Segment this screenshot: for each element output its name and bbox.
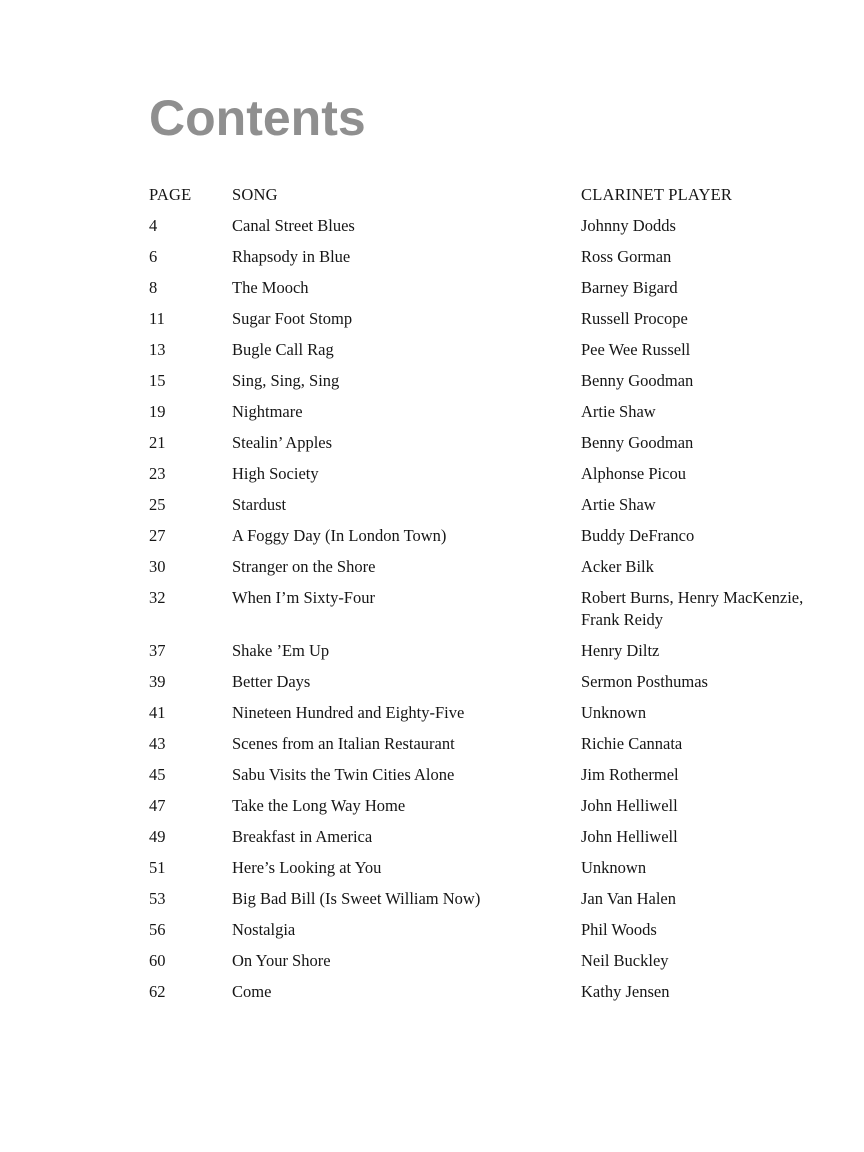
table-row xyxy=(149,432,804,454)
song-title-cell: On Your Shore xyxy=(232,951,331,970)
header-clarinet-player-column: CLARINET PLAYER xyxy=(581,185,733,204)
song-title-cell: Nostalgia xyxy=(232,920,296,939)
song-title-cell: Nineteen Hundred and Eighty-Five xyxy=(232,703,465,722)
table-row xyxy=(149,764,804,786)
player-name-cell: Alphonse Picou xyxy=(581,464,686,483)
song-title-cell: The Mooch xyxy=(232,278,309,297)
player-name-cell: Benny Goodman xyxy=(581,433,694,452)
song-title-cell: Bugle Call Rag xyxy=(232,340,334,359)
player-name-cell: Ross Gorman xyxy=(581,247,672,266)
player-name-cell: Jan Van Halen xyxy=(581,889,677,908)
table-row xyxy=(149,494,804,516)
page-number-cell: 53 xyxy=(149,889,166,908)
table-row xyxy=(149,795,804,817)
table-header-row xyxy=(149,184,804,206)
player-name-cell: John Helliwell xyxy=(581,827,678,846)
song-title-cell: Canal Street Blues xyxy=(232,216,355,235)
player-name-cell: Johnny Dodds xyxy=(581,216,676,235)
table-row xyxy=(149,339,804,361)
page-number-cell: 25 xyxy=(149,495,166,514)
page-number-cell: 49 xyxy=(149,827,166,846)
page-number-cell: 19 xyxy=(149,402,166,421)
player-name-cell: Buddy DeFranco xyxy=(581,526,695,545)
page-number-cell: 32 xyxy=(149,588,166,607)
song-title-cell: Stranger on the Shore xyxy=(232,557,376,576)
player-name-cell: Kathy Jensen xyxy=(581,982,670,1001)
table-row xyxy=(149,950,804,972)
page-number-cell: 60 xyxy=(149,951,166,970)
song-title-cell: Nightmare xyxy=(232,402,303,421)
table-row xyxy=(149,246,804,268)
page-number-cell: 45 xyxy=(149,765,166,784)
table-row xyxy=(149,401,804,423)
table-row xyxy=(149,370,804,392)
song-title-cell: Sing, Sing, Sing xyxy=(232,371,340,390)
header-page-column: PAGE xyxy=(149,185,192,204)
page-number-cell: 11 xyxy=(149,309,165,328)
table-row xyxy=(149,587,804,631)
player-name-cell: Russell Procope xyxy=(581,309,688,328)
page-number-cell: 21 xyxy=(149,433,166,452)
player-name-cell: John Helliwell xyxy=(581,796,678,815)
page-number-cell: 37 xyxy=(149,641,166,660)
table-row xyxy=(149,733,804,755)
song-title-cell: Stardust xyxy=(232,495,287,514)
player-name-cell: Artie Shaw xyxy=(581,495,656,514)
header-song-column: SONG xyxy=(232,185,278,204)
table-row xyxy=(149,215,804,237)
page-number-cell: 43 xyxy=(149,734,166,753)
page-number-cell: 39 xyxy=(149,672,166,691)
table-row xyxy=(149,671,804,693)
table-row xyxy=(149,919,804,941)
player-name-cell: Richie Cannata xyxy=(581,734,683,753)
page-number-cell: 13 xyxy=(149,340,166,359)
song-title-cell: High Society xyxy=(232,464,319,483)
song-title-cell: Sabu Visits the Twin Cities Alone xyxy=(232,765,455,784)
song-title-cell: Big Bad Bill (Is Sweet William Now) xyxy=(232,889,481,908)
table-row xyxy=(149,702,804,724)
player-name-cell: Sermon Posthumas xyxy=(581,672,708,691)
table-row xyxy=(149,463,804,485)
song-title-cell: Sugar Foot Stomp xyxy=(232,309,353,328)
song-title-cell: Rhapsody in Blue xyxy=(232,247,351,266)
player-name-cell: Unknown xyxy=(581,703,647,722)
song-title-cell: Come xyxy=(232,982,272,1001)
player-name-cell: Henry Diltz xyxy=(581,641,660,660)
page-number-cell: 4 xyxy=(149,216,158,235)
table-row xyxy=(149,308,804,330)
page-number-cell: 47 xyxy=(149,796,166,815)
player-name-cell: Neil Buckley xyxy=(581,951,669,970)
page-number-cell: 41 xyxy=(149,703,166,722)
song-title-cell: Here’s Looking at You xyxy=(232,858,382,877)
page-title: Contents xyxy=(149,90,366,146)
page-number-cell: 51 xyxy=(149,858,166,877)
page-number-cell: 27 xyxy=(149,526,166,545)
table-row xyxy=(149,857,804,879)
player-name-cell: Benny Goodman xyxy=(581,371,694,390)
song-title-cell: Better Days xyxy=(232,672,311,691)
table-body xyxy=(149,215,804,1003)
table-row xyxy=(149,981,804,1003)
player-name-cell: Robert Burns, Henry MacKenzie, Frank Reidy xyxy=(581,588,804,629)
table-row xyxy=(149,277,804,299)
song-title-cell: Scenes from an Italian Restaurant xyxy=(232,734,455,753)
page-number-cell: 30 xyxy=(149,557,166,576)
player-name-cell: Jim Rothermel xyxy=(581,765,679,784)
table-row xyxy=(149,640,804,662)
player-name-cell: Barney Bigard xyxy=(581,278,678,297)
player-name-cell: Unknown xyxy=(581,858,647,877)
player-name-cell: Acker Bilk xyxy=(581,557,654,576)
table-row xyxy=(149,556,804,578)
player-name-cell: Artie Shaw xyxy=(581,402,656,421)
page-number-cell: 8 xyxy=(149,278,158,297)
page-number-cell: 62 xyxy=(149,982,166,1001)
table-row xyxy=(149,826,804,848)
player-name-cell: Pee Wee Russell xyxy=(581,340,691,359)
table-row xyxy=(149,525,804,547)
contents-table xyxy=(149,184,804,1003)
song-title-cell: Breakfast in America xyxy=(232,827,373,846)
page-number-cell: 6 xyxy=(149,247,158,266)
player-name-cell: Phil Woods xyxy=(581,920,657,939)
song-title-cell: A Foggy Day (In London Town) xyxy=(232,526,447,545)
song-title-cell: Take the Long Way Home xyxy=(232,796,406,815)
table-row xyxy=(149,888,804,910)
page-number-cell: 56 xyxy=(149,920,166,939)
page-number-cell: 23 xyxy=(149,464,166,483)
song-title-cell: When I’m Sixty-Four xyxy=(232,588,375,607)
song-title-cell: Stealin’ Apples xyxy=(232,433,333,452)
page-number-cell: 15 xyxy=(149,371,166,390)
song-title-cell: Shake ’Em Up xyxy=(232,641,330,660)
